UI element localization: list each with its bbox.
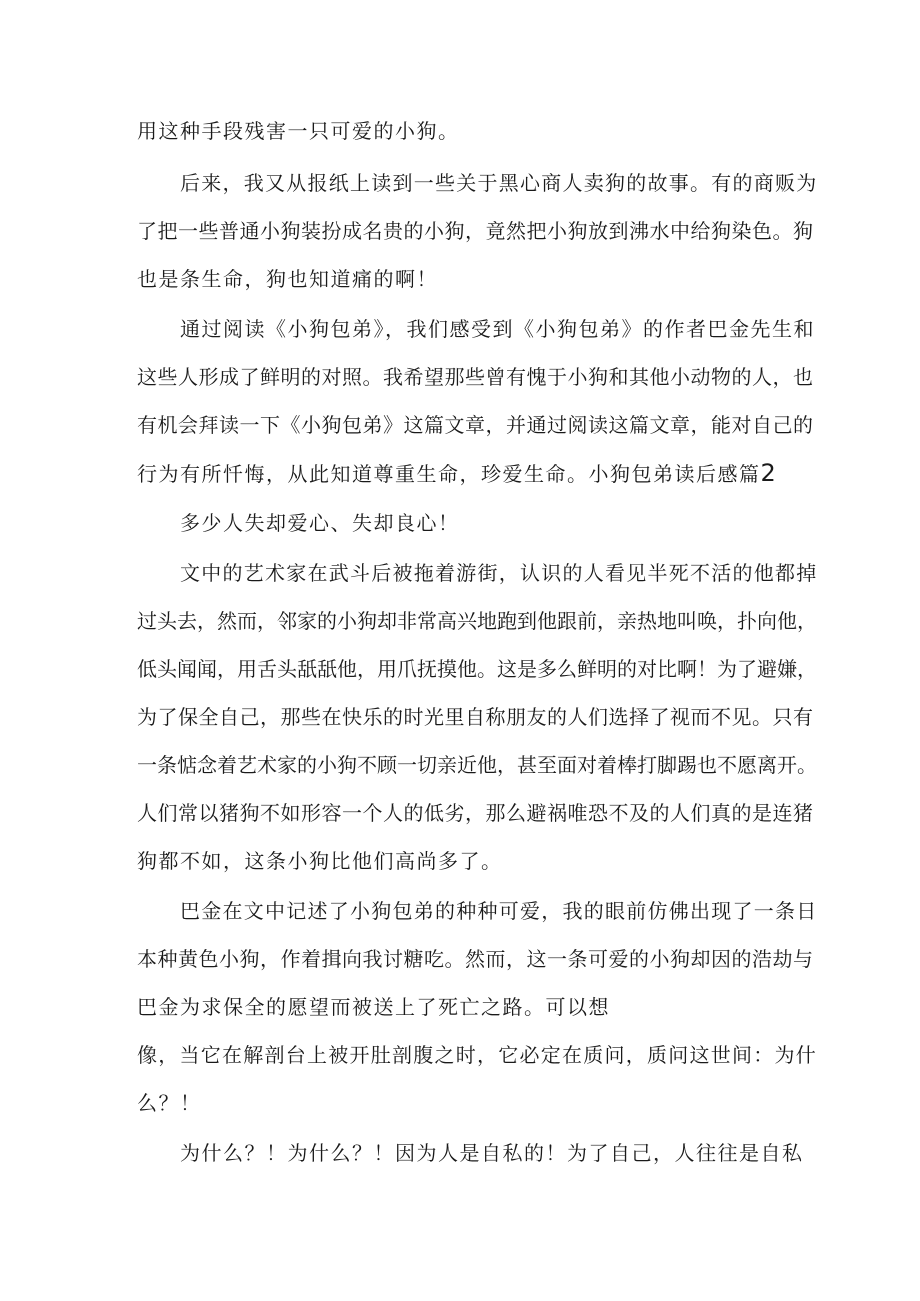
text-line: 么？！	[137, 1091, 202, 1115]
text-line: 多少人失却爱心、失却良心！	[180, 511, 460, 535]
text-line-with-section-number	[137, 459, 776, 488]
text-line: 巴金为求保全的愿望而被送上了死亡之路。可以想	[137, 995, 610, 1019]
section-number: 2	[760, 459, 776, 487]
text-line: 也是条生命，狗也知道痛的啊！	[137, 267, 438, 291]
text-line: 人们常以猪狗不如形容一个人的低劣，那么避祸唯恐不及的人们真的是连猪	[137, 801, 814, 825]
text-line: 本种黄色小狗，作着揖向我讨糖吃。然而，这一条可爱的小狗却因的浩劫与	[137, 947, 814, 971]
text-line: 一条惦念着艺术家的小狗不顾一切亲近他，甚至面对着棒打脚踢也不愿离开。	[137, 753, 817, 777]
text-line: 行为有所忏悔，从此知道尊重生命，珍爱生命。小狗包弟读后感篇	[137, 462, 761, 486]
text-line: 为了保全自己，那些在快乐的时光里自称朋友的人们选择了视而不见。只有	[137, 705, 814, 729]
text-line: 了把一些普通小狗装扮成名贵的小狗，竟然把小狗放到沸水中给狗染色。狗	[137, 219, 814, 243]
text-line: 有机会拜读一下《小狗包弟》这篇文章，并通过阅读这篇文章，能对自己的	[137, 413, 814, 437]
text-line: 通过阅读《小狗包弟》，我们感受到《小狗包弟》的作者巴金先生和	[180, 317, 815, 341]
text-line: 后来，我又从报纸上读到一些关于黑心商人卖狗的故事。有的商贩为	[180, 171, 818, 195]
text-line: 文中的艺术家在武斗后被拖着游街，认识的人看见半死不活的他都掉	[180, 561, 818, 585]
text-line: 像，当它在解剖台上被开肚剖腹之时，它必定在质问，质问这世间：为什	[137, 1043, 817, 1067]
text-line: 用这种手段残害一只可爱的小狗。	[137, 119, 460, 143]
text-line: 为什么？！为什么？！因为人是自私的！为了自己，人往往是自私	[180, 1141, 804, 1165]
text-line: 这些人形成了鲜明的对照。我希望那些曾有愧于小狗和其他小动物的人，也	[137, 365, 814, 389]
text-line: 巴金在文中记述了小狗包弟的种种可爱，我的眼前仿佛出现了一条日	[180, 899, 818, 923]
text-line: 狗都不如，这条小狗比他们高尚多了。	[137, 849, 503, 873]
text-line: 过头去，然而，邻家的小狗却非常高兴地跑到他跟前，亲热地叫唤，扑向他，	[137, 609, 817, 633]
text-line: 低头闻闻，用舌头舐舐他，用爪抚摸他。这是多么鲜明的对比啊！为了避嫌，	[137, 657, 817, 681]
